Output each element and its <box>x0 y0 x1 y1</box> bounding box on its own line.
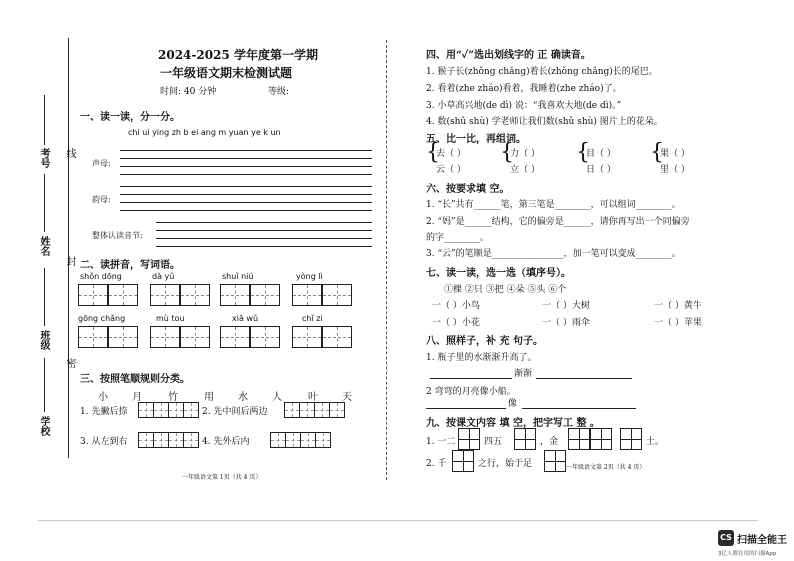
sec7-item: 一（ ）大树 <box>542 301 590 311</box>
sec9-text: 土。 <box>646 437 665 447</box>
pinyin-label: gōng chǎng <box>78 314 126 323</box>
sec6-line: 2. “妈”是______结构，它的偏旁是______，请你再写出一个同偏旁 <box>426 217 690 227</box>
stroke-char: 竹 <box>168 392 178 403</box>
sec8-blank[interactable] <box>426 408 506 409</box>
brace: { <box>426 140 440 165</box>
stroke-rule: 1. 先撇后捺 <box>80 407 128 417</box>
writing-cell[interactable] <box>180 284 210 306</box>
writing-cell[interactable] <box>250 284 280 306</box>
sec1-line <box>120 150 372 151</box>
brace: { <box>650 140 664 165</box>
writing-cell[interactable] <box>150 326 180 348</box>
exam-year-title: 2024-2025 学年度第一学期 <box>158 48 318 62</box>
stroke-char: 天 <box>342 392 352 403</box>
sec7-item: 一（ ）苹果 <box>654 318 702 328</box>
sec1-line <box>120 166 372 167</box>
binding-xingming: 姓名 <box>38 236 49 256</box>
sec6-line: 1. “长”共有______笔，第三笔是________，可以组词________。 <box>426 200 681 210</box>
writing-cell[interactable] <box>322 326 352 348</box>
sec9-text: 四五 <box>484 437 503 447</box>
compare-word: 目（ ） <box>586 149 616 159</box>
tianzige-cell[interactable] <box>590 428 612 450</box>
camscanner-logo: CS <box>718 530 734 546</box>
sec1-line <box>156 230 372 231</box>
pinyin-label: chǐ zi <box>302 314 323 323</box>
binding-feng: 封 <box>64 256 75 266</box>
sec8-example: 2 弯弯的月亮像小船。 <box>426 387 516 397</box>
writing-cell[interactable] <box>292 326 322 348</box>
sec7-item: 一（ ）小鸟 <box>432 301 480 311</box>
tianzige-cell[interactable] <box>458 428 480 450</box>
stroke-char: 月 <box>132 392 142 403</box>
writing-cell[interactable] <box>322 284 352 306</box>
sec1-line <box>120 194 372 195</box>
answer-cell[interactable] <box>299 402 315 418</box>
sec1-line <box>156 246 372 247</box>
sec8-fill-word: 像 <box>508 399 518 409</box>
pinyin-label: yòng lì <box>296 272 323 281</box>
answer-cell[interactable] <box>153 402 169 418</box>
binding-banji: 班级 <box>38 330 49 350</box>
sec3-heading: 三、按照笔顺规则分类。 <box>80 374 190 385</box>
sec4-line: 1. 猴子长(zhǒng chǎng)着长(zhǒng chǎng)长的尾巴。 <box>426 67 658 77</box>
sec5-heading: 五、比一比，再组词。 <box>426 134 526 145</box>
stroke-rule: 4. 先外后内 <box>202 437 250 447</box>
watermark-tagline: 3亿人都在用的扫描App <box>718 551 777 557</box>
writing-cell[interactable] <box>78 326 108 348</box>
compare-word: 力（ ） <box>510 149 540 159</box>
compare-word: 云（ ） <box>436 165 466 175</box>
compare-word: 日（ ） <box>586 165 616 175</box>
tianzige-cell[interactable] <box>544 450 566 472</box>
writing-cell[interactable] <box>292 284 322 306</box>
sec6-line: 的字________。 <box>426 233 490 243</box>
stroke-char: 用 <box>204 392 214 403</box>
stroke-rule: 3. 从左到右 <box>80 437 128 447</box>
stroke-char: 小 <box>98 392 108 403</box>
sec1-heading: 一、读一读，分一分。 <box>80 112 180 123</box>
sec2-heading: 二、读拼音，写词语。 <box>80 260 180 271</box>
pinyin-label: shuǐ niú <box>222 272 254 281</box>
sec7-item: 一（ ）小花 <box>432 318 480 328</box>
compare-word: 果（ ） <box>660 149 690 159</box>
answer-cell[interactable] <box>329 402 345 418</box>
sec8-blank[interactable] <box>536 378 632 379</box>
compare-word: 立（ ） <box>510 165 540 175</box>
writing-cell[interactable] <box>180 326 210 348</box>
answer-cell[interactable] <box>183 402 199 418</box>
watermark-name: 扫描全能王 <box>737 535 787 546</box>
sec1-line <box>120 202 372 203</box>
fold-line <box>38 520 758 521</box>
sec7-options: ①棵 ②只 ③把 ④朵 ⑤头 ⑥个 <box>444 285 567 295</box>
pinyin-label: mù tou <box>156 314 185 323</box>
tianzige-cell[interactable] <box>452 450 474 472</box>
exam-title: 一年级语文期末检测试题 <box>160 66 293 80</box>
sec4-line: 2. 看着(zhe zháo)看着，我睡着(zhe zháo)了。 <box>426 84 622 94</box>
sec1-yunmu-label: 韵母: <box>92 195 111 204</box>
writing-cell[interactable] <box>108 284 138 306</box>
sec9-heading: 九、按课文内容 填 空，把字写工 整 。 <box>426 418 600 429</box>
sec9-text: 1. 一二 <box>426 437 456 447</box>
binding-blank-3 <box>44 268 45 326</box>
sec1-shengmu-label: 声母: <box>92 159 111 168</box>
answer-cell[interactable] <box>138 432 154 448</box>
tianzige-cell[interactable] <box>514 428 536 450</box>
binding-xian: 线 <box>64 148 75 158</box>
sec8-fill-word: 渐渐 <box>514 369 533 379</box>
answer-cell[interactable] <box>270 432 286 448</box>
binding-line <box>68 38 69 458</box>
sec6-line: 3. “云”的笔顺是________________，加一笔可以变成________。 <box>426 249 681 259</box>
sec4-line: 3. 小草高兴地(de dì) 说：“我喜欢大地(de dì)。” <box>426 101 622 111</box>
answer-cell[interactable] <box>183 432 199 448</box>
sec4-heading: 四、用“✓”选出划线字的 正 确读音。 <box>426 50 591 61</box>
answer-cell[interactable] <box>168 432 184 448</box>
pinyin-label: shǒn dōng <box>80 272 122 281</box>
answer-cell[interactable] <box>285 432 301 448</box>
writing-cell[interactable] <box>250 326 280 348</box>
sec8-example: 1. 瓶子里的水渐渐升高了。 <box>426 353 537 363</box>
tianzige-cell[interactable] <box>568 428 590 450</box>
sec7-heading: 七、读一读，选一选（填序号）。 <box>426 268 571 279</box>
sec7-item: 一（ ）黄牛 <box>654 301 702 311</box>
writing-cell[interactable] <box>220 284 250 306</box>
writing-cell[interactable] <box>150 284 180 306</box>
sec1-line <box>120 174 372 175</box>
sec9-text: 2. 千 <box>426 459 447 469</box>
right-page-footer: 一年级语文第 2页（共 4 页） <box>566 464 646 471</box>
left-page-footer: 一年级语文第 1页（共 4 页） <box>182 474 262 481</box>
answer-cell[interactable] <box>168 402 184 418</box>
compare-word: 里（ ） <box>660 165 690 175</box>
page-divider <box>386 40 387 480</box>
writing-cell[interactable] <box>220 326 250 348</box>
exam-time: 时间: 40 分钟 <box>160 87 217 97</box>
sec1-line <box>156 222 372 223</box>
compare-word: 去（ ） <box>436 149 466 159</box>
binding-blank-1 <box>44 95 45 145</box>
writing-cell[interactable] <box>78 284 108 306</box>
sec9-text: ，金 <box>540 437 559 447</box>
answer-cell[interactable] <box>315 432 331 448</box>
answer-cell[interactable] <box>284 402 300 418</box>
stroke-char: 叶 <box>308 392 318 403</box>
sec8-blank[interactable] <box>430 378 512 379</box>
brace: { <box>576 140 590 165</box>
binding-blank-2 <box>44 174 45 232</box>
brace: { <box>500 140 514 165</box>
sec1-zhengti-label: 整体认读音节: <box>92 231 143 240</box>
answer-cell[interactable] <box>138 402 154 418</box>
binding-xuexiao: 学校 <box>38 416 49 436</box>
sec8-blank[interactable] <box>522 408 636 409</box>
stroke-rule: 2. 先中间后两边 <box>202 407 268 417</box>
sec4-line: 4. 数(shǔ shù) 学老师让我们数(shǔ shù) 图片上的花朵。 <box>426 117 663 127</box>
stroke-char: 人 <box>272 392 282 403</box>
answer-cell[interactable] <box>153 432 169 448</box>
sec1-line <box>120 158 372 159</box>
sec1-line <box>156 238 372 239</box>
sec7-item: 一（ ）雨伞 <box>542 318 590 328</box>
sec8-heading: 八、照样子，补 充 句子。 <box>426 336 543 347</box>
sec1-line <box>120 186 372 187</box>
binding-kaohao: 考号 <box>38 148 49 168</box>
sec1-syllables: chi ui ying zh b ei ang m yuan ye k un <box>128 128 281 137</box>
pinyin-label: xiǎ wǔ <box>232 314 259 323</box>
binding-blank-4 <box>44 358 45 412</box>
sec6-heading: 六、按要求填 空。 <box>426 184 510 195</box>
answer-cell[interactable] <box>314 402 330 418</box>
stroke-char: 水 <box>238 392 248 403</box>
tianzige-cell[interactable] <box>620 428 642 450</box>
writing-cell[interactable] <box>108 326 138 348</box>
pinyin-label: dà yǔ <box>152 272 175 281</box>
binding-mi: 密 <box>64 358 75 368</box>
answer-cell[interactable] <box>300 432 316 448</box>
exam-grade: 等级: <box>268 87 290 97</box>
sec9-text: 之行，始于足 <box>478 459 533 469</box>
sec1-line <box>120 210 372 211</box>
